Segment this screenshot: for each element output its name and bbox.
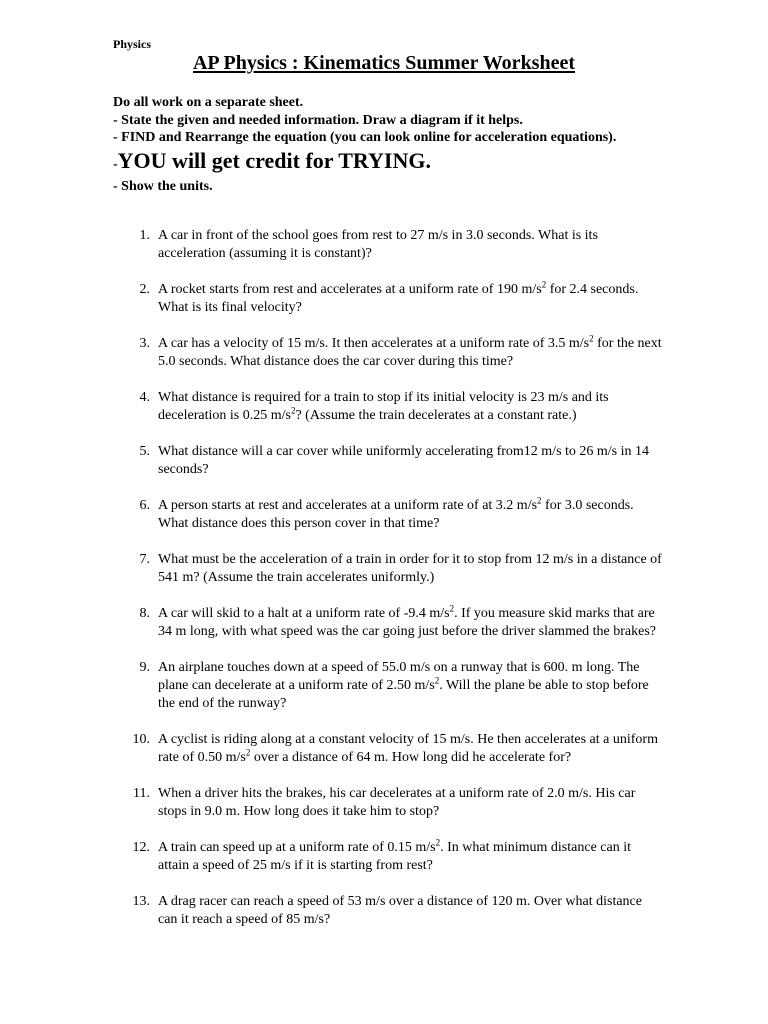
- list-item: [113, 227, 663, 263]
- question-text-part: A rocket starts from rest and accelerates at a uniform rate of 190 m/s: [158, 282, 542, 297]
- question-text-part: When a driver hits the brakes, his car decelerates at a uniform rate of 2.0 m/s. His car stops in 9.0 m. How long does it take him to stop?: [158, 786, 636, 819]
- question-text: [158, 785, 663, 821]
- list-item: [113, 605, 663, 641]
- question-text: [158, 389, 663, 425]
- question-text-part: ? (Assume the train decelerates at a constant rate.): [295, 408, 577, 423]
- question-text: [158, 227, 663, 263]
- question-number: 13.: [132, 894, 150, 909]
- instruction-line: - Show the units.: [113, 178, 213, 194]
- superscript-exponent: 2: [541, 279, 547, 290]
- list-item: [113, 335, 663, 371]
- question-text-part: An airplane touches down at a speed of 55.0 m/s on a runway that is 600. m long. The plane can decelerate at a uniform rate of 2.50 m/s: [158, 660, 640, 693]
- question-text-part: for 3.0 seconds. What distance does this person cover in that time?: [158, 498, 634, 531]
- question-number: 3.: [139, 336, 150, 351]
- list-item: [113, 551, 663, 587]
- list-item: [113, 785, 663, 821]
- question-text: [158, 659, 663, 713]
- question-text-part: A cyclist is riding along at a constant velocity of 15 m/s. He then accelerates at a uniform rate of 0.50 m/s: [158, 732, 658, 765]
- list-item: [113, 893, 663, 929]
- question-text-part: for the next 5.0 seconds. What distance does the car cover during this time?: [158, 336, 662, 369]
- question-text-part: A person starts at rest and accelerates at a uniform rate of at 3.2 m/s: [158, 498, 538, 513]
- question-text: [158, 605, 663, 641]
- question-text-part: for 2.4 seconds. What is its final velocity?: [158, 282, 639, 315]
- question-text-part: over a distance of 64 m. How long did he accelerate for?: [250, 750, 572, 765]
- question-text-part: A train can speed up at a uniform rate of 0.15 m/s: [158, 840, 436, 855]
- list-item: [113, 839, 663, 875]
- list-item: [113, 497, 663, 533]
- question-number: 12.: [132, 840, 150, 855]
- question-text: [158, 443, 663, 479]
- superscript-exponent: 2: [537, 495, 542, 506]
- question-text: [158, 335, 663, 371]
- page-title: [0, 52, 768, 75]
- question-text: [158, 731, 663, 767]
- question-list: [113, 227, 663, 947]
- question-text-part: What distance is required for a train to stop if its initial velocity is 23 m/s and its deceleration is 0.25 m/s: [158, 390, 609, 423]
- page-title-text: AP Physics : Kinematics Summer Worksheet: [192, 52, 576, 74]
- question-text-part: . In what minimum distance can it attain a speed of 25 m/s if it is starting from rest?: [158, 840, 631, 873]
- question-number: 7.: [139, 552, 150, 567]
- question-number: 5.: [139, 444, 150, 459]
- instruction-line: - State the given and needed information. Draw a diagram if it helps.: [113, 112, 523, 128]
- question-text: [158, 281, 663, 317]
- instruction-line: - FIND and Rearrange the equation (you can look online for acceleration equations).: [113, 130, 617, 145]
- question-number: 1.: [139, 228, 150, 243]
- question-number: 6.: [139, 498, 150, 513]
- question-text: [158, 839, 663, 875]
- question-number: 11.: [133, 786, 150, 801]
- superscript-exponent: 2: [245, 747, 251, 758]
- question-text-part: . If you measure skid marks that are 34 m long, with what speed was the car going just before the driver slammed the brakes?: [158, 606, 657, 639]
- question-text: [158, 497, 663, 533]
- superscript-exponent: 2: [290, 405, 296, 416]
- question-text-part: What must be the acceleration of a train in order for it to stop from 12 m/s in a distance of 541 m? (Assume the train accelerates uniformly.): [158, 552, 662, 585]
- credit-dash: -: [113, 156, 118, 172]
- question-number: 4.: [139, 390, 150, 405]
- question-number: 2.: [139, 282, 150, 297]
- subject-label: Physics: [113, 37, 152, 51]
- question-number: 8.: [139, 606, 150, 621]
- credit-text: YOU will get credit for TRYING.: [117, 147, 431, 173]
- question-text-part: . Will the plane be able to stop before the end of the runway?: [158, 678, 649, 711]
- list-item: [113, 659, 663, 713]
- question-text-part: A drag racer can reach a speed of 53 m/s over a distance of 120 m. Over what distance can it reach a speed of 85 m/s?: [158, 894, 642, 927]
- question-text-part: A car has a velocity of 15 m/s. It then accelerates at a uniform rate of 3.5 m/s: [158, 336, 590, 351]
- instructions-block: [113, 94, 673, 195]
- credit-line: [113, 148, 673, 178]
- instruction-line: Do all work on a separate sheet.: [113, 95, 304, 110]
- list-item: [113, 731, 663, 767]
- superscript-exponent: 2: [435, 837, 441, 848]
- list-item: [113, 389, 663, 425]
- question-text-part: A car will skid to a halt at a uniform rate of -9.4 m/s: [158, 606, 450, 621]
- superscript-exponent: 2: [434, 675, 440, 686]
- superscript-exponent: 2: [449, 603, 455, 614]
- question-number: 10.: [132, 732, 150, 747]
- list-item: [113, 281, 663, 317]
- question-text: [158, 893, 663, 929]
- list-item: [113, 443, 663, 479]
- question-text-part: What distance will a car cover while uniformly accelerating from12 m/s to 26 m/s in 14 seconds?: [158, 444, 650, 477]
- superscript-exponent: 2: [589, 333, 594, 344]
- question-text: [158, 551, 663, 587]
- question-text-part: A car in front of the school goes from rest to 27 m/s in 3.0 seconds. What is its acceleration (assuming it is constant)?: [158, 228, 598, 261]
- question-number: 9.: [139, 660, 150, 675]
